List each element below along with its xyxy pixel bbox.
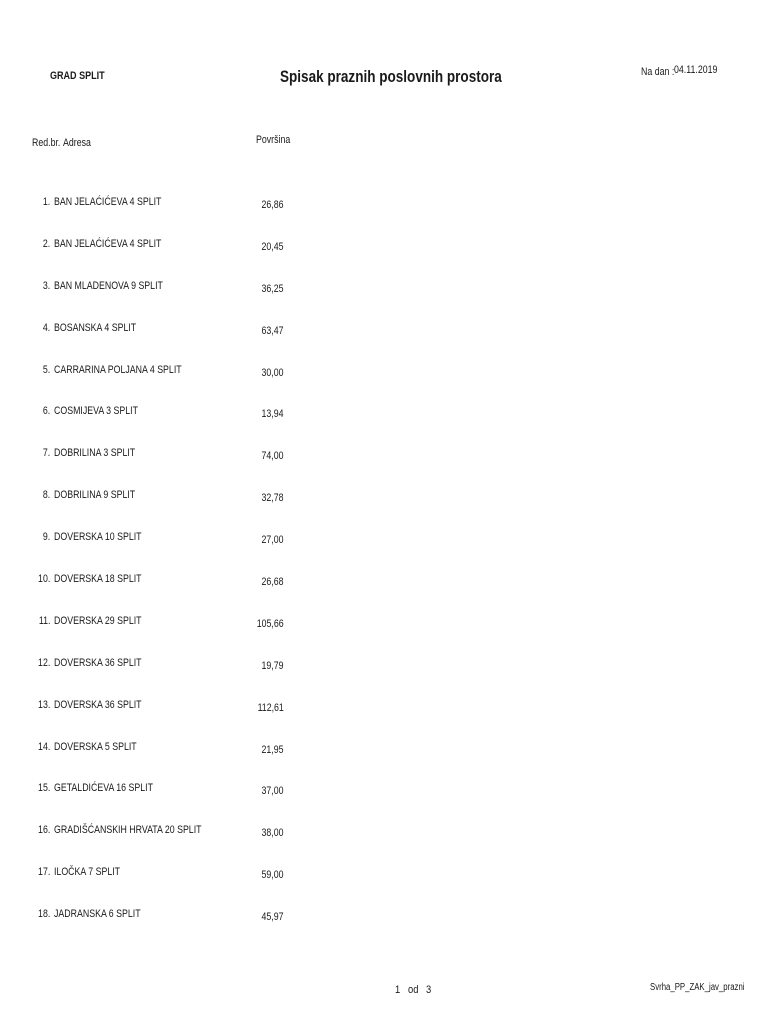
- row-area: 13,94: [261, 408, 284, 421]
- row-address: GETALDIĆEVA 16 SPLIT: [54, 782, 153, 795]
- table-row: [0, 571, 768, 613]
- report-code: Svrha_PP_ZAK_jav_prazni: [650, 982, 745, 993]
- row-number: 6.: [42, 405, 50, 418]
- table-row: [0, 278, 768, 320]
- property-list: [0, 194, 768, 948]
- row-number: 18.: [37, 908, 50, 921]
- row-number: 16.: [37, 824, 50, 837]
- row-address: DOVERSKA 10 SPLIT: [54, 531, 142, 544]
- table-row: [0, 739, 768, 781]
- row-number: 2.: [42, 237, 50, 250]
- table-row: [0, 320, 768, 362]
- row-area: 36,25: [261, 282, 284, 295]
- row-area: 30,00: [261, 366, 284, 379]
- table-row: [0, 822, 768, 864]
- row-address: JADRANSKA 6 SPLIT: [54, 908, 141, 921]
- row-number: 10.: [37, 573, 50, 586]
- table-row: [0, 362, 768, 404]
- table-row: [0, 487, 768, 529]
- row-address: DOBRILINA 9 SPLIT: [54, 489, 136, 502]
- date-value: 04.11.2019: [674, 64, 718, 76]
- row-number: 11.: [38, 614, 50, 627]
- column-header-address: Adresa: [63, 137, 91, 149]
- row-area: 27,00: [261, 534, 284, 547]
- row-number: 17.: [37, 866, 50, 879]
- row-area: 37,00: [261, 785, 284, 798]
- row-number: 1.: [42, 196, 50, 208]
- row-area: 19,79: [261, 659, 284, 672]
- row-area: 105,66: [257, 617, 284, 630]
- date-label: Na dan :: [641, 66, 675, 78]
- row-number: 14.: [37, 740, 50, 753]
- row-number: 12.: [37, 656, 50, 669]
- row-number: 13.: [37, 698, 50, 711]
- row-address: BAN MLADENOVA 9 SPLIT: [54, 279, 163, 292]
- page-current: 1: [395, 984, 401, 996]
- page-title: Spisak praznih poslovnih prostora: [280, 68, 502, 86]
- row-address: DOVERSKA 29 SPLIT: [54, 614, 142, 627]
- row-number: 15.: [37, 782, 50, 795]
- page-total: 3: [426, 984, 432, 996]
- row-address: CARRARINA POLJANA 4 SPLIT: [54, 363, 182, 376]
- table-row: [0, 445, 768, 487]
- row-area: 74,00: [261, 450, 284, 463]
- row-area: 26,86: [261, 199, 284, 211]
- row-area: 59,00: [261, 869, 284, 882]
- page-separator: od: [408, 984, 419, 996]
- organization-name: GRAD SPLIT: [50, 70, 105, 82]
- column-header-area: Površina: [256, 134, 291, 146]
- table-row: [0, 655, 768, 697]
- row-address: BAN JELAĆIĆEVA 4 SPLIT: [54, 237, 162, 250]
- row-area: 21,95: [261, 743, 284, 756]
- row-address: DOBRILINA 3 SPLIT: [54, 447, 136, 460]
- table-row: [0, 236, 768, 278]
- row-number: 3.: [42, 279, 50, 292]
- row-address: ILOČKA 7 SPLIT: [54, 866, 121, 879]
- row-number: 9.: [42, 531, 50, 544]
- row-number: 5.: [42, 363, 50, 376]
- row-area: 112,61: [257, 701, 284, 714]
- table-row: [0, 194, 768, 236]
- table-row: [0, 780, 768, 822]
- row-address: DOVERSKA 36 SPLIT: [54, 656, 142, 669]
- column-header-number: Red.br.: [32, 137, 61, 149]
- row-number: 8.: [42, 489, 50, 502]
- row-area: 45,97: [261, 911, 284, 924]
- table-row: [0, 529, 768, 571]
- table-row: [0, 906, 768, 948]
- table-row: [0, 864, 768, 906]
- row-address: BOSANSKA 4 SPLIT: [54, 321, 137, 334]
- row-address: DOVERSKA 36 SPLIT: [54, 698, 142, 711]
- row-number: 7.: [42, 447, 50, 460]
- row-number: 4.: [42, 321, 50, 334]
- row-address: GRADIŠĆANSKIH HRVATA 20 SPLIT: [54, 824, 202, 837]
- row-area: 38,00: [261, 827, 284, 840]
- row-area: 63,47: [261, 324, 284, 337]
- table-row: [0, 613, 768, 655]
- row-address: DOVERSKA 5 SPLIT: [54, 740, 137, 753]
- row-area: 20,45: [261, 240, 284, 253]
- row-address: DOVERSKA 18 SPLIT: [54, 573, 142, 586]
- row-area: 26,68: [261, 576, 284, 589]
- table-row: [0, 697, 768, 739]
- row-address: COSMIJEVA 3 SPLIT: [54, 405, 138, 418]
- table-row: [0, 403, 768, 445]
- row-address: BAN JELAĆIĆEVA 4 SPLIT: [54, 196, 162, 208]
- row-area: 32,78: [261, 492, 284, 505]
